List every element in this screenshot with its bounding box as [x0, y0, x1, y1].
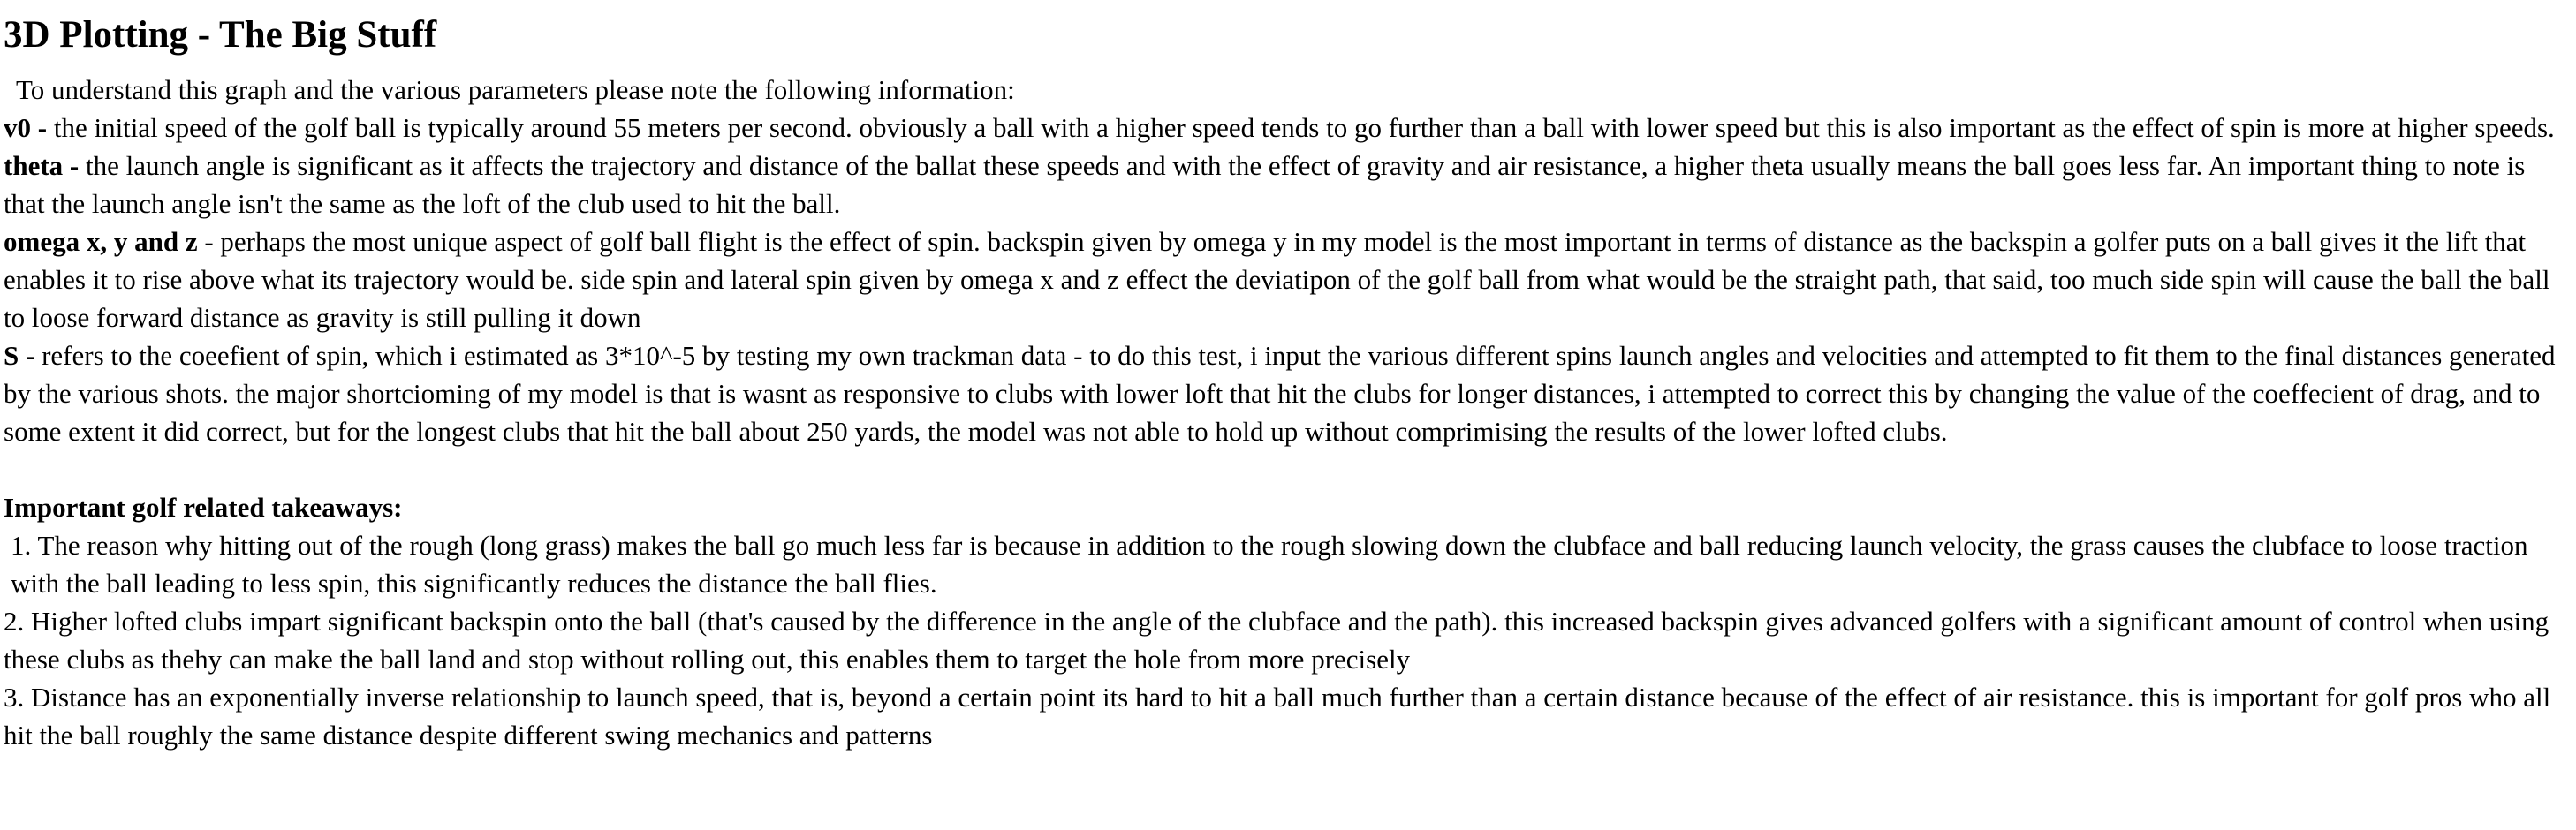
- parameter-description: - perhaps the most unique aspect of golf ball flight is the effect of spin. backspin given by omega y in my model is the most important in terms of distance as the backspin a golfer puts on a ball gives it the lift that enables it to rise above what its trajectory would be. side spin and lateral spin given by omega x and z effect the deviatipon of the golf ball from what would be the straight path, that said, too much side spin will cause the ball the ball to loose forward distance as gravity is still pulling it down: [4, 226, 2550, 333]
- parameter-theta: [4, 147, 2572, 223]
- parameter-omega: [4, 223, 2572, 336]
- parameter-term: theta -: [4, 150, 80, 181]
- parameter-term: S -: [4, 340, 35, 371]
- takeaway-item-1: 1. The reason why hitting out of the rough (long grass) makes the ball go much less far is because in addition to the rough slowing down the clubface and ball reducing launch velocity, the grass causes the clubface to loose traction with the ball leading to less spin, this significantly reduces the distance the ball flies.: [11, 530, 2528, 599]
- parameter-s: [4, 336, 2572, 450]
- parameter-term: omega x, y and z: [4, 226, 198, 257]
- intro-text: To understand this graph and the various parameters please note the following information:: [16, 74, 1015, 105]
- parameter-description: refers to the coeefient of spin, which i estimated as 3*10^-5 by testing my own trackman data - to do this test, i input the various different spins launch angles and velocities and attempted to fit them to the final distances generated by the various shots. the major shortcioming of my model is that is wasnt as responsive to clubs with lower loft that hit the clubs for longer distances, i attempted to correct this by changing the value of the coeffecient of drag, and to some extent it did correct, but for the longest clubs that hit the ball about 250 yards, the model was not able to hold up without comprimising the results of the lower lofted clubs.: [4, 340, 2556, 447]
- parameter-v0: [4, 109, 2572, 147]
- takeaway-item-2: 2. Higher lofted clubs impart significant backspin onto the ball (that's caused by the difference in the angle of the clubface and the path). this increased backspin gives advanced golfers with a significant amount of control when using these clubs as thehy can make the ball land and stop without rolling out, this enables them to target the hole from more precisely: [4, 606, 2549, 675]
- page-title: 3D Plotting - The Big Stuff: [4, 14, 437, 56]
- section-spacer: [4, 450, 2572, 488]
- parameter-description: the initial speed of the golf ball is typically around 55 meters per second. obviously a ball with a higher speed tends to go further than a ball with lower speed but this is also important as the effect of spin is more at higher speeds.: [47, 112, 2555, 143]
- takeaway-item-3: 3. Distance has an exponentially inverse relationship to launch speed, that is, beyond a certain point its hard to hit a ball much further than a certain distance because of the effect of air resistance. this is important for golf pros who all hit the ball roughly the same distance despite different swing mechanics and patterns: [4, 682, 2551, 751]
- takeaways-heading: Important golf related takeaways:: [4, 492, 403, 523]
- parameter-term: v0 -: [4, 112, 48, 143]
- parameter-description: the launch angle is significant as it affects the trajectory and distance of the ballat these speeds and with the effect of gravity and air resistance, a higher theta usually means the ball goes less far. An important thing to note is that the launch angle isn't the same as the loft of the club used to hit the ball.: [4, 150, 2526, 219]
